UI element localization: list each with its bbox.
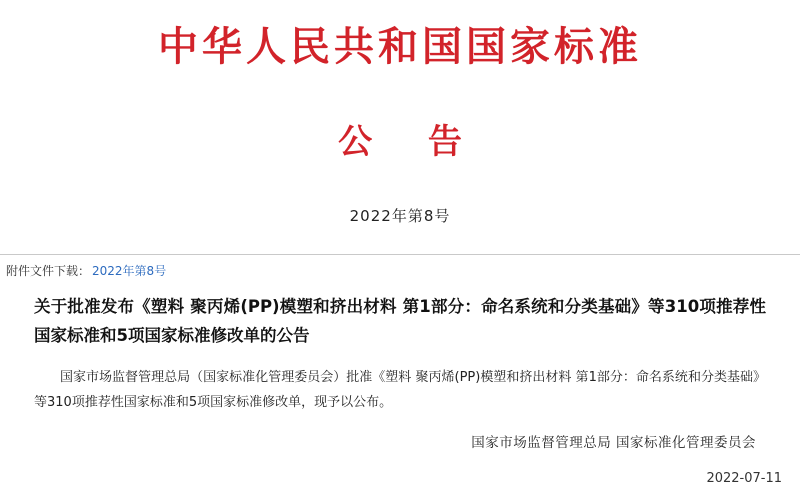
- attachment-row: [0, 255, 800, 279]
- document-signature: 国家市场监督管理总局 国家标准化管理委员会: [471, 435, 756, 452]
- masthead: [0, 0, 800, 226]
- announcement-subtitle: 公 告: [338, 122, 484, 162]
- attachment-download-link[interactable]: 2022年第8号: [92, 264, 167, 278]
- document-date: 2022-07-11: [706, 471, 782, 486]
- document-heading: 关于批准发布《塑料 聚丙烯(PP)模塑和挤出材料 第1部分：命名系统和分类基础》等310项推荐性国家标准和5项国家标准修改单的公告: [34, 297, 766, 345]
- document-paragraph: 国家市场监督管理总局（国家标准化管理委员会）批准《塑料 聚丙烯(PP)模塑和挤出材料 第1部分：命名系统和分类基础》等310项推荐性国家标准和5项国家标准修改单，现予以公布。: [34, 369, 766, 411]
- issue-number: 2022年第8号: [349, 207, 451, 225]
- attachment-label: 附件文件下载：: [6, 264, 91, 278]
- document-body: [0, 279, 800, 451]
- page-title: 中华人民共和国国家标准: [158, 24, 642, 70]
